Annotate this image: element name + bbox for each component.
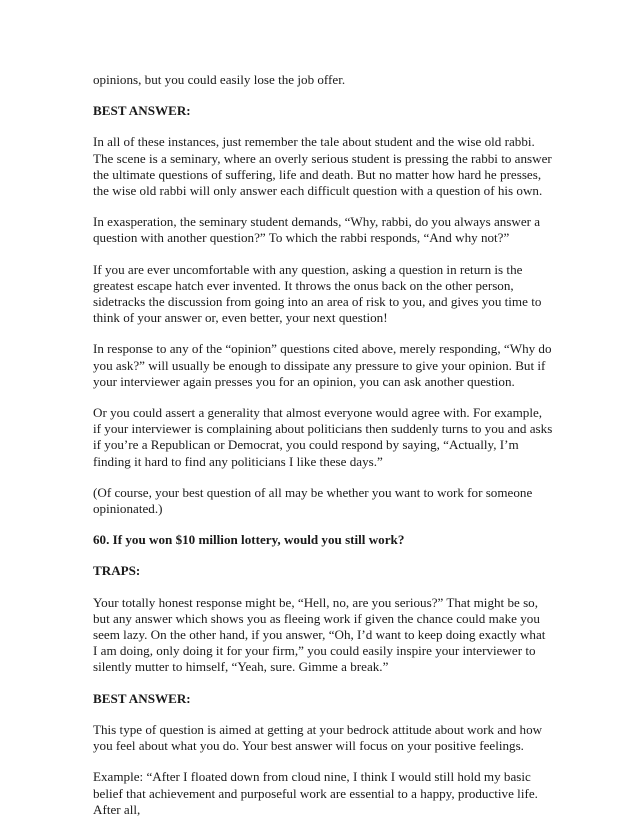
heading-best-answer-2: BEST ANSWER: bbox=[93, 690, 191, 706]
paragraph-example: Example: “After I floated down from cloud nine, I think I would still hold my basic belief that achievement and purposeful work are essential to a happy, productive life. After all, bbox=[93, 769, 538, 817]
paragraph-opinionated: (Of course, your best question of all may be whether you want to work for someone opinionated.) bbox=[93, 484, 533, 517]
paragraph-opinion-response: In response to any of the “opinion” questions cited above, merely responding, “Why do you ask?” will usually be enough to dissipate any pressure to give your opinion. But if your interviewer again presses you for an opinion, you can ask another question. bbox=[93, 341, 552, 389]
paragraph-continuation: opinions, but you could easily lose the job offer. bbox=[93, 72, 346, 87]
paragraph-exasperation: In exasperation, the seminary student demands, “Why, rabbi, do you always answer a question with another question?” To which the rabbi responds, “And why not?” bbox=[93, 214, 541, 246]
paragraph-bedrock-attitude: This type of question is aimed at getting at your bedrock attitude about work and how you feel about what you do. Your best answer will focus on your positive feelings. bbox=[93, 721, 543, 754]
heading-traps: TRAPS: bbox=[93, 563, 141, 579]
heading-question-60: 60. If you won $10 million lottery, would you still work? bbox=[93, 532, 405, 548]
paragraph-generality: Or you could assert a generality that almost everyone would agree with. For example, if your interviewer is complaining about politicians then suddenly turns to you and asks if you’re a Republican or Democrat, you could respond by saying, “Actually, I’m finding it hard to find any politicians I like these days.” bbox=[93, 405, 553, 469]
paragraph-escape-hatch: If you are ever uncomfortable with any question, asking a question in return is the greatest escape hatch ever invented. It throws the onus back on the other person, sidetracks the discussion from going into an area of risk to you, and gives you time to think of your answer or, even better, your next question! bbox=[93, 261, 542, 326]
document-page bbox=[93, 72, 553, 833]
heading-best-answer: BEST ANSWER: bbox=[93, 103, 191, 119]
paragraph-rabbi-tale: In all of these instances, just remember the tale about student and the wise old rabbi. The scene is a seminary, where an overly serious student is pressing the rabbi to answer the ultimate questions of suffering, life and death. But no matter how hard he presses, the wise old rabbi will only answer each difficult question with a question of his own. bbox=[93, 134, 552, 199]
paragraph-honest-response: Your totally honest response might be, “Hell, no, are you serious?” That might be so, but any answer which shows you as fleeing work if given the chance could make you seem lazy. On the other hand, if you answer, “Oh, I’d want to keep doing exactly what I am doing, only doing it for your firm,” you could easily inspire your interviewer to silently mutter to himself, “Yeah, sure. Gimme a break.” bbox=[93, 594, 546, 675]
